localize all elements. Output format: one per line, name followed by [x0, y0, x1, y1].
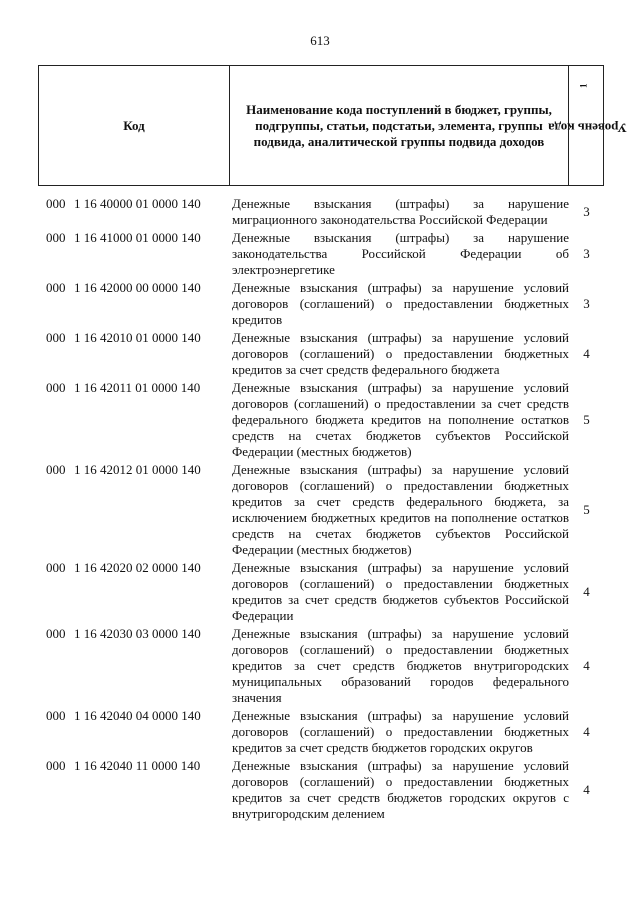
row-level: 5	[583, 412, 590, 427]
row-code: 1 16 42020 02 0000 140	[74, 560, 201, 575]
row-prefix: 000	[46, 380, 66, 395]
header-level-footnote: 1	[578, 83, 589, 89]
table-row	[38, 330, 604, 378]
row-code: 1 16 42040 04 0000 140	[74, 708, 201, 723]
table-row	[38, 196, 604, 228]
row-name: Денежные взыскания (штрафы) за нарушение миграционного законодательства Российской Федерации	[232, 196, 569, 227]
table-row	[38, 380, 604, 460]
table-row	[38, 230, 604, 278]
header-level	[548, 66, 628, 185]
table-header	[38, 65, 628, 186]
row-name: Денежные взыскания (штрафы) за нарушение условий договоров (соглашений) о предоставлении бюджетных кредитов	[232, 280, 569, 327]
row-prefix: 000	[46, 560, 66, 575]
header-name: Наименование кода поступлений в бюджет, группы, подгруппы, статьи, подстатьи, элемента, группы подвида, аналитической группы подвида доходов	[230, 66, 569, 185]
row-name: Денежные взыскания (штрафы) за нарушение условий договоров (соглашений) о предоставлении бюджетных кредитов за счет средств федерального бюджета	[232, 330, 569, 377]
table-row	[38, 462, 604, 558]
table-row	[38, 280, 604, 328]
row-prefix: 000	[46, 626, 66, 641]
table-row	[38, 626, 604, 706]
row-code: 1 16 42012 01 0000 140	[74, 462, 201, 477]
row-name: Денежные взыскания (штрафы) за нарушение условий договоров (соглашений) о предоставлении бюджетных кредитов за счет средств бюджетов внутригородских муниципальных образований городов федерального значения	[232, 626, 569, 705]
row-code: 1 16 42000 00 0000 140	[74, 280, 201, 295]
row-level: 5	[583, 502, 590, 517]
row-name: Денежные взыскания (штрафы) за нарушение условий договоров (соглашений) о предоставлении бюджетных кредитов за счет средств бюджетов городских округов с внутригородским делением	[232, 758, 569, 821]
table-row	[38, 758, 604, 822]
row-level: 3	[583, 296, 590, 311]
row-name: Денежные взыскания (штрафы) за нарушение условий договоров (соглашений) о предоставлении бюджетных кредитов за счет средств бюджетов городских округов	[232, 708, 569, 755]
row-code: 1 16 42010 01 0000 140	[74, 330, 201, 345]
row-prefix: 000	[46, 330, 66, 345]
table-body	[38, 196, 604, 824]
row-prefix: 000	[46, 196, 66, 211]
row-level: 3	[583, 246, 590, 261]
row-name: Денежные взыскания (штрафы) за нарушение условий договоров (соглашений) о предоставлении бюджетных кредитов за счет средств бюджетов субъектов Российской Федерации	[232, 560, 569, 623]
row-code: 1 16 41000 01 0000 140	[74, 230, 201, 245]
row-level: 4	[583, 346, 590, 361]
row-name: Денежные взыскания (штрафы) за нарушение условий договоров (соглашений) о предоставлении за счет средств федерального бюджета кредитов на пополнение остатков средств на счетах бюджетов субъектов Российской Федерации (местных бюджетов)	[232, 380, 569, 459]
row-prefix: 000	[46, 462, 66, 477]
table-row	[38, 708, 604, 756]
header-code: Код	[39, 66, 230, 185]
row-name: Денежные взыскания (штрафы) за нарушение условий договоров (соглашений) о предоставлении бюджетных кредитов за счет средств федерального бюджета, за исключением бюджетных кредитов на пополнение остатков средств на счетах бюджетов субъектов Российской Федерации (местных бюджетов)	[232, 462, 569, 557]
row-level: 4	[583, 724, 590, 739]
row-name: Денежные взыскания (штрафы) за нарушение законодательства Российской Федерации об электроэнергетике	[232, 230, 569, 277]
row-code: 1 16 40000 01 0000 140	[74, 196, 201, 211]
row-level: 4	[583, 782, 590, 797]
row-level: 3	[583, 204, 590, 219]
table-row	[38, 560, 604, 624]
row-prefix: 000	[46, 758, 66, 773]
row-prefix: 000	[46, 280, 66, 295]
row-prefix: 000	[46, 708, 66, 723]
row-prefix: 000	[46, 230, 66, 245]
row-level: 4	[583, 584, 590, 599]
header-level-label: Уровень кода	[548, 120, 628, 136]
row-code: 1 16 42040 11 0000 140	[74, 758, 201, 773]
row-level: 4	[583, 658, 590, 673]
row-code: 1 16 42030 03 0000 140	[74, 626, 201, 641]
row-code: 1 16 42011 01 0000 140	[74, 380, 201, 395]
page-number: 613	[310, 33, 330, 48]
